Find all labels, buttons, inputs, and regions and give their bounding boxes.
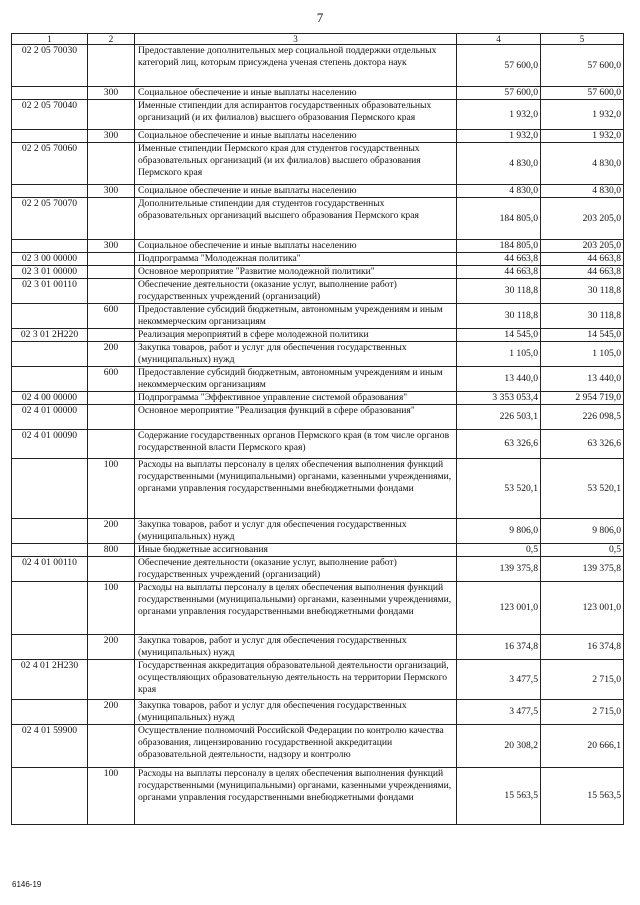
row-value-2: 203 205,0 [541,198,624,240]
table-row [12,635,624,660]
table-row [12,519,624,544]
row-type-code: 300 [88,185,135,198]
row-code [12,342,88,367]
row-name: Социальное обеспечение и иные выплаты населению [135,87,457,100]
table-row [12,582,624,635]
row-value-1: 4 830,0 [457,143,541,185]
row-name: Предоставление субсидий бюджетным, автономным учреждениям и иным некоммерческим организациям [135,304,457,329]
table-row [12,45,624,87]
row-type-code [88,392,135,405]
row-type-code [88,725,135,768]
table-row [12,100,624,130]
row-code: 02 3 01 00000 [12,266,88,279]
row-type-code [88,45,135,87]
row-code [12,304,88,329]
row-value-1: 9 806,0 [457,519,541,544]
row-value-1: 3 477,5 [457,700,541,725]
row-value-2: 53 520,1 [541,459,624,519]
table-row [12,87,624,100]
row-type-code [88,100,135,130]
row-code [12,87,88,100]
row-code: 02 4 01 00110 [12,557,88,582]
row-name: Иные бюджетные ассигнования [135,544,457,557]
row-value-1: 226 503,1 [457,405,541,430]
row-value-2: 4 830,0 [541,185,624,198]
row-code [12,459,88,519]
row-value-2: 226 098,5 [541,405,624,430]
table-row [12,198,624,240]
page-number: 7 [316,10,324,25]
row-value-2: 2 954 719,0 [541,392,624,405]
table-row [12,768,624,825]
row-value-2: 4 830,0 [541,143,624,185]
row-name: Именные стипендии для аспирантов государственных образовательных организаций (и их филиалов) высшего образования Пермского края [135,100,457,130]
row-type-code: 200 [88,519,135,544]
row-value-1: 1 105,0 [457,342,541,367]
row-type-code [88,329,135,342]
row-name: Предоставление дополнительных мер социальной поддержки отдельных категорий лиц, которым присуждена ученая степень доктора наук [135,45,457,87]
row-code [12,700,88,725]
row-value-1: 30 118,8 [457,279,541,304]
row-value-2: 57 600,0 [541,87,624,100]
row-value-1: 184 805,0 [457,240,541,253]
row-type-code: 600 [88,304,135,329]
row-value-1: 20 308,2 [457,725,541,768]
row-name: Основное мероприятие "Развитие молодежной политики" [135,266,457,279]
column-header: 3 [135,34,457,45]
row-value-2: 16 374,8 [541,635,624,660]
row-code: 02 2 05 70070 [12,198,88,240]
row-code [12,185,88,198]
row-name: Социальное обеспечение и иные выплаты населению [135,185,457,198]
row-name: Социальное обеспечение и иные выплаты населению [135,240,457,253]
table-row [12,304,624,329]
table-row [12,329,624,342]
row-value-2: 13 440,0 [541,367,624,392]
row-value-2: 1 932,0 [541,130,624,143]
table-row [12,405,624,430]
row-value-2: 20 666,1 [541,725,624,768]
row-name: Подпрограмма "Эффективное управление системой образования" [135,392,457,405]
table-row [12,430,624,459]
row-value-2: 2 715,0 [541,660,624,700]
row-name: Государственная аккредитация образовательной деятельности организаций, осуществляющих образовательную деятельность на территории Пермского края [135,660,457,700]
row-value-2: 63 326,6 [541,430,624,459]
table-row [12,266,624,279]
row-name: Обеспечение деятельности (оказание услуг, выполнение работ) государственных учреждений (организаций) [135,279,457,304]
row-code: 02 3 00 00000 [12,253,88,266]
row-value-2: 123 001,0 [541,582,624,635]
row-name: Расходы на выплаты персоналу в целях обеспечения выполнения функций государственными (муниципальными) органами, казенными учреждениями, органами управления государственными внебюджетными фондами [135,582,457,635]
row-name: Закупка товаров, работ и услуг для обеспечения государственных (муниципальных) нужд [135,342,457,367]
row-value-1: 14 545,0 [457,329,541,342]
row-name: Дополнительные стипендии для студентов государственных образовательных организаций высшего образования Пермского края [135,198,457,240]
row-type-code [88,143,135,185]
row-value-1: 44 663,8 [457,266,541,279]
row-type-code [88,279,135,304]
row-code: 02 4 00 00000 [12,392,88,405]
table-row [12,253,624,266]
row-value-1: 16 374,8 [457,635,541,660]
row-code: 02 2 05 70040 [12,100,88,130]
row-value-1: 3 477,5 [457,660,541,700]
table-row [12,459,624,519]
row-code: 02 4 01 59900 [12,725,88,768]
row-name: Реализация мероприятий в сфере молодежной политики [135,329,457,342]
row-name: Закупка товаров, работ и услуг для обеспечения государственных (муниципальных) нужд [135,519,457,544]
footer-code: 6146-19 [12,880,42,889]
row-name: Социальное обеспечение и иные выплаты населению [135,130,457,143]
row-value-2: 1 105,0 [541,342,624,367]
row-type-code [88,266,135,279]
row-value-1: 139 375,8 [457,557,541,582]
table-row [12,660,624,700]
row-type-code: 100 [88,459,135,519]
row-type-code: 300 [88,240,135,253]
row-name: Предоставление субсидий бюджетным, автономным учреждениям и иным некоммерческим организациям [135,367,457,392]
table-row [12,544,624,557]
row-name: Закупка товаров, работ и услуг для обеспечения государственных (муниципальных) нужд [135,700,457,725]
row-name: Расходы на выплаты персоналу в целях обеспечения выполнения функций государственными (муниципальными) органами, казенными учреждениями, органами управления государственными внебюджетными фондами [135,768,457,825]
row-value-2: 2 715,0 [541,700,624,725]
row-value-1: 57 600,0 [457,87,541,100]
row-type-code: 100 [88,768,135,825]
row-code [12,768,88,825]
row-type-code [88,198,135,240]
row-code [12,582,88,635]
column-header: 5 [541,34,624,45]
row-code: 02 3 01 2Н220 [12,329,88,342]
row-code [12,130,88,143]
row-value-2: 30 118,8 [541,304,624,329]
row-value-1: 0,5 [457,544,541,557]
table-row [12,185,624,198]
row-type-code: 300 [88,87,135,100]
row-name: Расходы на выплаты персоналу в целях обеспечения выполнения функций государственными (муниципальными) органами, казенными учреждениями, органами управления государственными внебюджетными фондами [135,459,457,519]
row-value-1: 4 830,0 [457,185,541,198]
row-type-code: 300 [88,130,135,143]
row-code: 02 4 01 2Н230 [12,660,88,700]
row-value-2: 139 375,8 [541,557,624,582]
row-value-2: 44 663,8 [541,266,624,279]
row-type-code: 200 [88,635,135,660]
row-type-code [88,557,135,582]
row-code [12,635,88,660]
row-value-1: 63 326,6 [457,430,541,459]
row-value-2: 0,5 [541,544,624,557]
row-code [12,519,88,544]
row-value-2: 30 118,8 [541,279,624,304]
table-row [12,700,624,725]
row-value-1: 53 520,1 [457,459,541,519]
row-code: 02 4 01 00090 [12,430,88,459]
row-name: Содержание государственных органов Пермского края (в том числе органов государственной власти Пермского края) [135,430,457,459]
row-code: 02 2 05 70030 [12,45,88,87]
row-type-code: 100 [88,582,135,635]
row-value-2: 57 600,0 [541,45,624,87]
table-row [12,725,624,768]
row-type-code: 200 [88,342,135,367]
row-name: Подпрограмма "Молодежная политика" [135,253,457,266]
row-value-2: 9 806,0 [541,519,624,544]
table-header-row [12,34,624,45]
row-code: 02 3 01 00110 [12,279,88,304]
table-row [12,367,624,392]
table-row [12,392,624,405]
row-value-2: 15 563,5 [541,768,624,825]
column-header: 1 [12,34,88,45]
row-value-2: 14 545,0 [541,329,624,342]
row-value-1: 184 805,0 [457,198,541,240]
row-code [12,367,88,392]
table-row [12,240,624,253]
row-value-1: 13 440,0 [457,367,541,392]
column-header: 2 [88,34,135,45]
row-value-1: 3 353 053,4 [457,392,541,405]
table-row [12,130,624,143]
table-row [12,279,624,304]
row-value-1: 1 932,0 [457,100,541,130]
row-value-1: 57 600,0 [457,45,541,87]
row-value-1: 1 932,0 [457,130,541,143]
row-value-1: 30 118,8 [457,304,541,329]
row-value-2: 203 205,0 [541,240,624,253]
row-type-code [88,660,135,700]
row-value-1: 15 563,5 [457,768,541,825]
row-value-2: 1 932,0 [541,100,624,130]
row-type-code: 200 [88,700,135,725]
row-name: Именные стипендии Пермского края для студентов государственных образовательных организаций (и их филиалов) высшего образования Пермского края [135,143,457,185]
row-name: Осуществление полномочий Российской Федерации по контролю качества образования, лицензированию государственной аккредитации образовательной деятельности, надзору и контролю [135,725,457,768]
table-row [12,557,624,582]
row-code [12,240,88,253]
row-type-code: 600 [88,367,135,392]
column-header: 4 [457,34,541,45]
row-type-code: 800 [88,544,135,557]
row-type-code [88,253,135,266]
table-row [12,342,624,367]
row-name: Основное мероприятие "Реализация функций в сфере образования" [135,405,457,430]
row-value-2: 44 663,8 [541,253,624,266]
row-name: Закупка товаров, работ и услуг для обеспечения государственных (муниципальных) нужд [135,635,457,660]
row-code: 02 2 05 70060 [12,143,88,185]
table-row [12,143,624,185]
row-code: 02 4 01 00000 [12,405,88,430]
row-name: Обеспечение деятельности (оказание услуг, выполнение работ) государственных учреждений (организаций) [135,557,457,582]
row-code [12,544,88,557]
row-type-code [88,430,135,459]
row-value-1: 44 663,8 [457,253,541,266]
row-type-code [88,405,135,430]
budget-table [11,33,624,825]
row-value-1: 123 001,0 [457,582,541,635]
